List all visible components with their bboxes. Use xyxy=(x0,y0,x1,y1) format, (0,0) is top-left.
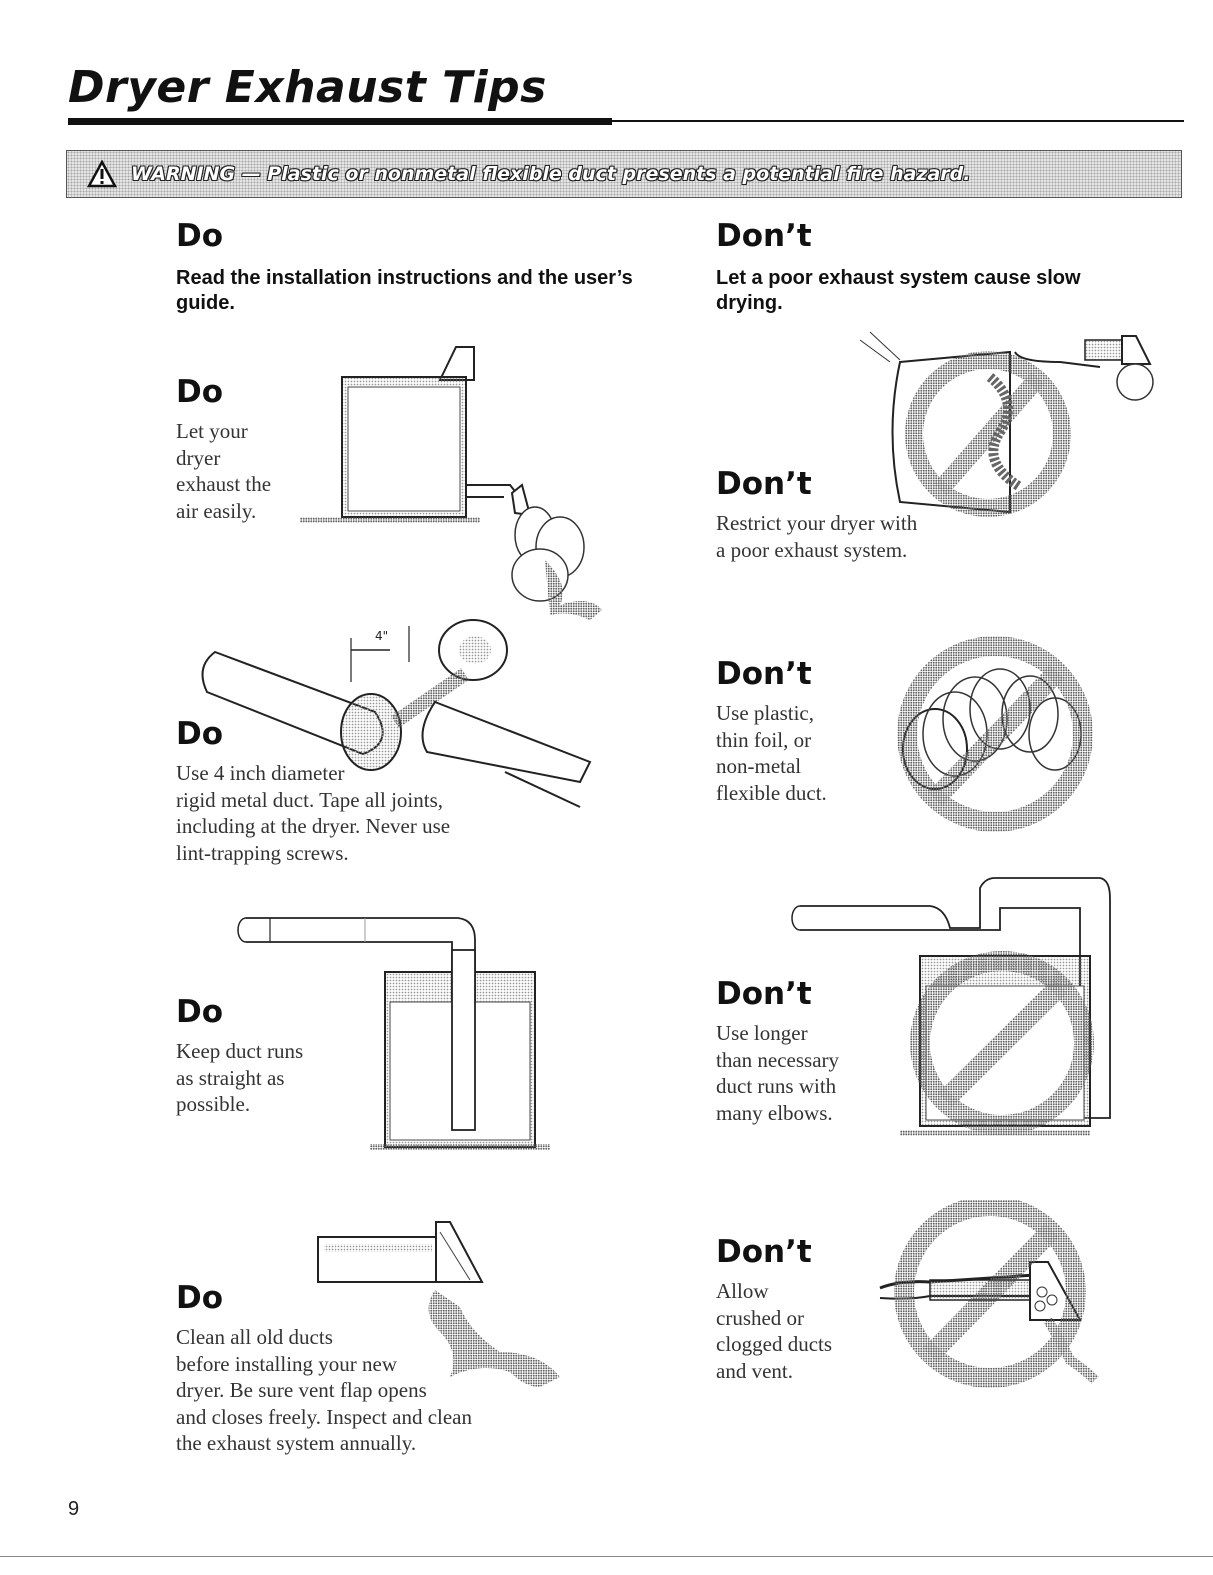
title-rule-thick xyxy=(68,118,612,125)
warning-triangle-icon xyxy=(87,160,117,188)
dont-item-flexible-duct xyxy=(716,656,916,806)
dont-item-text: Use longer than necessary duct runs with many elbows. xyxy=(716,1021,840,1125)
clogged-duct-prohibited-icon xyxy=(870,1200,1110,1400)
dont-item-text: Allow crushed or clogged ducts and vent. xyxy=(716,1279,833,1383)
dont-item-text: Restrict your dryer with a poor exhaust system. xyxy=(716,511,918,562)
do-item-straight-runs xyxy=(176,994,376,1118)
dont-item-heading: Don’t xyxy=(716,1234,812,1270)
do-item-text: Keep duct runs as straight as possible. xyxy=(176,1039,304,1116)
do-column-subheading: Read the installation instructions and the user’s guide. xyxy=(176,267,633,314)
flexible-duct-prohibited-icon xyxy=(895,634,1105,834)
dont-column-subheading: Let a poor exhaust system cause slow drying. xyxy=(716,267,1081,314)
do-item-rigid-duct xyxy=(176,716,536,866)
dont-column-header xyxy=(716,218,1116,316)
page-title: Dryer Exhaust Tips xyxy=(68,62,547,113)
dont-item-heading: Don’t xyxy=(716,466,812,502)
warning-banner xyxy=(66,150,1182,198)
dont-item-long-runs xyxy=(716,976,916,1126)
do-column-header xyxy=(176,218,656,316)
dont-item-heading: Don’t xyxy=(716,656,812,692)
dryer-exhaust-icon xyxy=(290,335,620,625)
page-number: 9 xyxy=(68,1498,80,1520)
do-item-heading: Do xyxy=(176,716,224,752)
restricted-dryer-prohibited-icon xyxy=(860,322,1180,522)
do-item-text: Clean all old ducts before installing your new dryer. Be sure vent flap opens and closes freely. Inspect and clean the exhaust system annually. xyxy=(176,1325,472,1455)
dont-column-heading: Don’t xyxy=(716,218,812,254)
do-column-heading: Do xyxy=(176,218,224,254)
do-item-heading: Do xyxy=(176,1280,224,1316)
duct-diameter-label: 4" xyxy=(375,629,389,643)
dont-item-text: Use plastic, thin foil, or non-metal flexible duct. xyxy=(716,701,827,805)
dont-item-heading: Don’t xyxy=(716,976,812,1012)
warning-text: WARNING — Plastic or nonmetal flexible duct presents a potential fire hazard. xyxy=(131,163,971,185)
do-item-text: Use 4 inch diameter rigid metal duct. Tape all joints, including at the dryer. Never use lint-trapping screws. xyxy=(176,761,451,865)
title-rule-thin xyxy=(612,120,1184,122)
bottom-rule xyxy=(0,1556,1213,1557)
do-item-clean-ducts xyxy=(176,1280,556,1457)
do-item-heading: Do xyxy=(176,374,224,410)
do-item-text: Let your dryer exhaust the air easily. xyxy=(176,419,272,523)
do-item-heading: Do xyxy=(176,994,224,1030)
